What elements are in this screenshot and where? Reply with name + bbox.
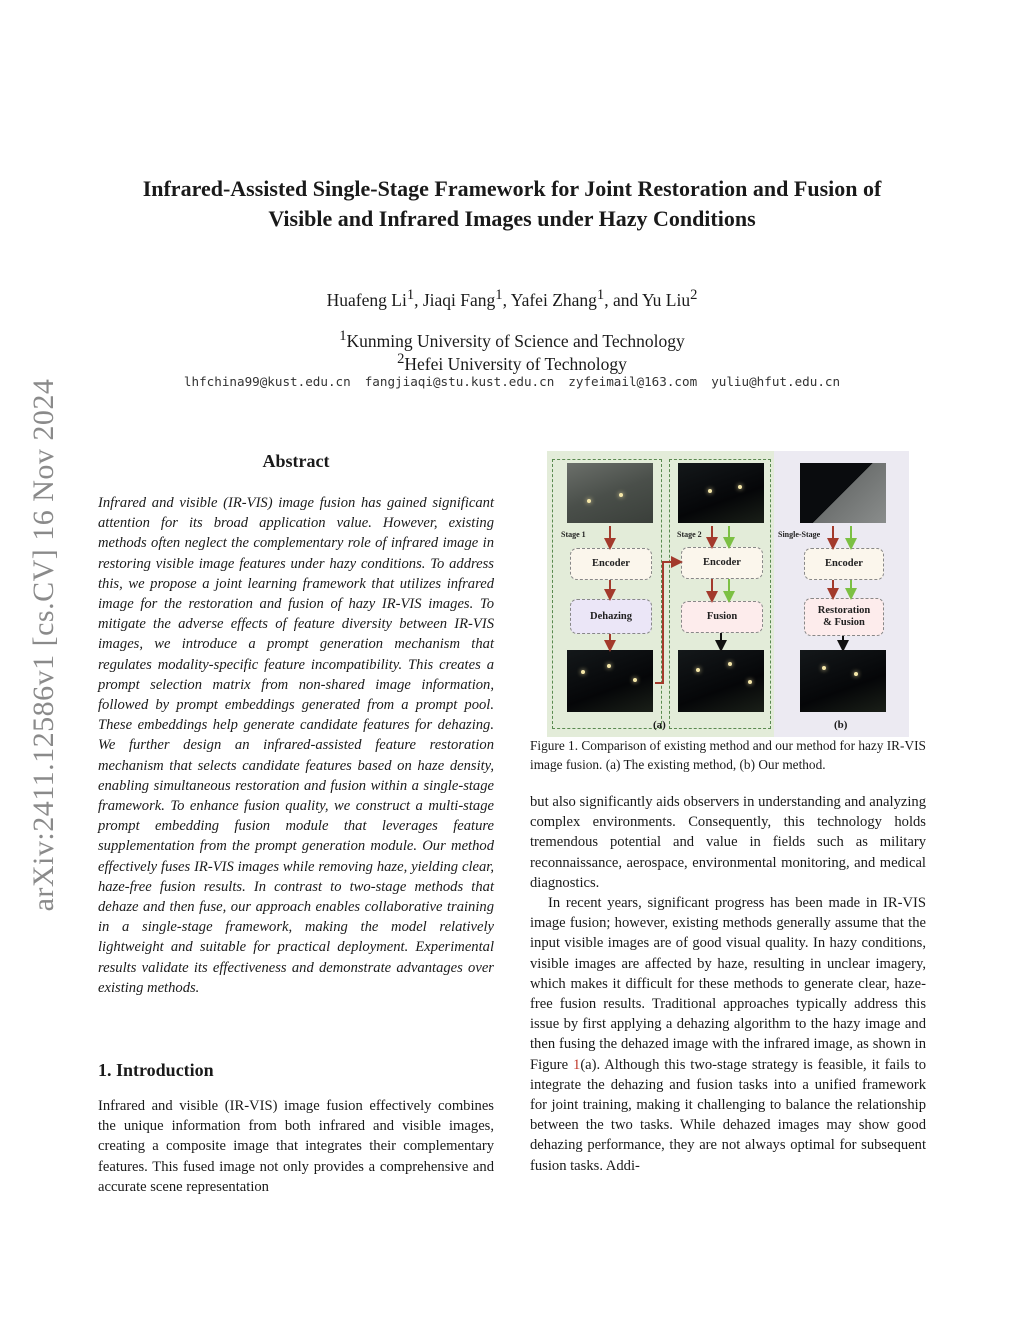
email: zyfeimail@163.com [568,374,698,389]
and-fusion-label: & Fusion [823,617,865,628]
affiliation-sup: 2 [397,351,405,367]
panel-b-label: (b) [834,719,848,731]
abstract-text: Infrared and visible (IR-VIS) image fusion has gained significant attention for its broad application value. However, existing methods often neglect the complementary role of infrared image in restoring visible image features under hazy conditions. To address this, we propose a joint learning framework that utilizes infrared image for the restoration and fusion of hazy IR-VIS images. To mitigate the adverse effects of feature diversity between IR-VIS images, we introduce a prompt generation mechanism that regulates modality-specific feature incompatibility. This creates a prompt selection matrix from non-shared image information, followed by prompt embeddings generated from a prompt pool. These embeddings help generate candidate features for dehazing. We further design an infrared-assisted feature restoration mechanism that selects candidate features based on haze density, enabling simultaneous restoration and fusion within a single-stage framework. To enhance fusion quality, we construct a multi-stage prompt embedding fusion module that leverages feature supplementation from the prompt generation module. Our method effectively fuses IR-VIS images while removing haze, yielding clear, haze-free fusion results. In contrast to two-stage methods that dehaze and then fuse, our approach enables collaborative training in a single-stage framework, making the model relatively lightweight and suitable for practical deployment. Experimental results validate its effectiveness and demonstrate advantages over existing methods. [98,495,494,996]
author-affil-sup: 1 [495,287,503,303]
stage2-label: Stage 2 [677,530,702,539]
affiliation-1 [80,328,944,352]
section-heading-introduction: 1. Introduction [98,1060,214,1080]
author-name: Huafeng Li [326,289,407,310]
figure-reference-link[interactable]: 1 [573,1056,581,1073]
arxiv-identifier: arXiv:2411.12586v1 [cs.CV] 16 Nov 2024 [27,378,60,912]
intro-continuation: but also significantly aids observers in understanding and analyzing complex environments. Consequently, this technology holds tremendous potential and value in fields such as military reconnaissance, aerospace, environmental monitoring, and medical diagnostics. [530,794,926,891]
email: lhfchina99@kust.edu.cn [183,374,351,389]
author-separator: , [414,289,423,310]
intro-paragraph: Infrared and visible (IR-VIS) image fusion effectively combines the unique information from both infrared and visible images, creating a composite image that integrates their complementary features. This fused image not only provides a comprehensive and accurate scene representation [98,1098,494,1195]
affiliation-name: Hefei University of Technology [404,353,627,374]
author-affil-sup: 1 [596,287,605,303]
affiliation-2 [80,351,944,375]
caption-prefix: Figure 1. [530,738,579,753]
figure-1 [547,451,909,737]
affiliation-sup: 1 [339,328,347,344]
encoder-block-stage2: Encoder [681,547,763,579]
author-name: Yu Liu [641,289,691,310]
email: fangjiaqi@stu.kust.edu.cn [364,374,555,389]
author-name: Yafei Zhang [510,289,597,310]
title-line-1: Infrared-Assisted Single-Stage Framework for Joint Restoration and Fusion of [142,176,882,201]
email-list [80,374,944,389]
encoder-block-single: Encoder [804,548,884,580]
figure-caption [530,737,926,774]
encoder-block-stage1: Encoder [570,548,652,580]
para-text: In recent years, significant progress has been made in IR-VIS image fusion; however, existing methods generally assume that the input visible images are of good visual quality. In hazy conditions, visible images are affected by haze, resulting in unclear imagery, which makes it difficult for these methods to generate clear, haze-free fusion results. Traditional approaches typically address this issue by first applying a dehazing algorithm to the hazy image and then fusing the dehazed image with the infrared image, as shown in Figure [530,895,926,1073]
fusion-block: Fusion [681,601,763,633]
author-separator: , and [604,289,642,310]
author-list [80,287,944,311]
author-affil-sup: 2 [690,287,698,303]
author-affil-sup: 1 [406,287,415,303]
panel-a-label: (a) [653,719,666,731]
paper-title [80,174,944,234]
intro-paragraph-2 [530,893,926,1176]
single-stage-label: Single-Stage [778,530,821,539]
restoration-label: Restoration [817,605,871,616]
arxiv-sidebar [26,350,62,940]
dehazing-block: Dehazing [570,599,652,634]
title-line-2: Visible and Infrared Images under Hazy Conditions [268,206,756,231]
affiliation-name: Kunming University of Science and Technology [346,330,685,351]
author-separator: , [502,289,511,310]
author-name: Jiaqi Fang [422,289,496,310]
flow-arrows [547,451,909,737]
abstract-heading: Abstract [262,451,330,471]
arrow-dehazed-to-stage2 [655,562,677,683]
email: yuliu@hfut.edu.cn [711,374,841,389]
stage1-label: Stage 1 [561,530,586,539]
para-text: (a). Although this two-stage strategy is feasible, it fails to integrate the dehazing and fusion tasks into a unified framework for joint training, making it challenging to balance the relationship between the two tasks. While dehazed images may show good dehazing performance, they are not always optimal for subsequent fusion tasks. Addi- [530,1056,926,1174]
caption-text: Comparison of existing method and our method for hazy IR-VIS image fusion. (a) The existing method, (b) Our method. [530,738,926,772]
